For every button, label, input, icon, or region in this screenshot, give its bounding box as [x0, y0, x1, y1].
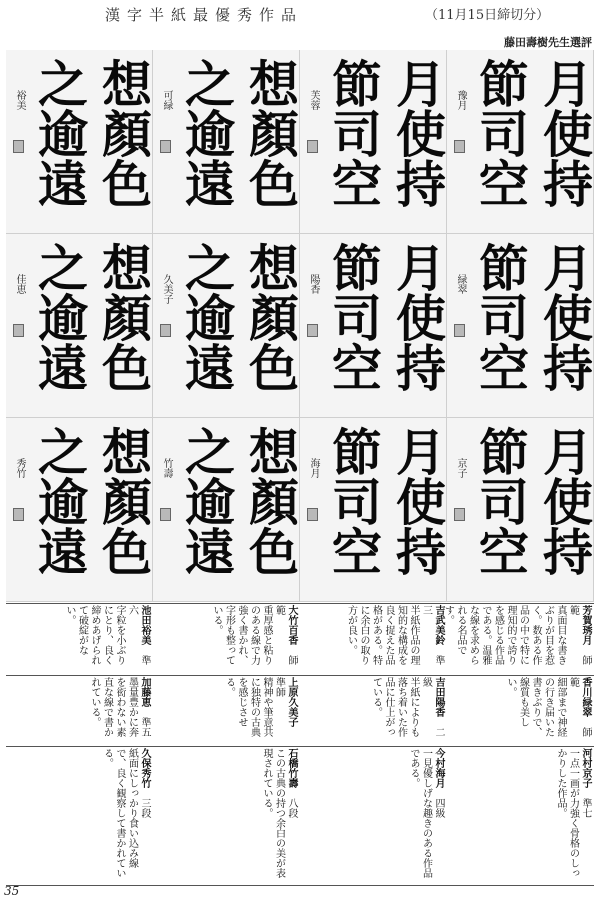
critique-entry [450, 748, 591, 883]
calligraphy-column: 月使持 [388, 426, 447, 576]
critique-text: 紙面にしっかり食い込み線で、良く観察して書かれている。 [101, 748, 138, 878]
student-rank: 準五 [139, 717, 150, 737]
student-rank: 師範 [273, 605, 297, 665]
seal-stamp [13, 508, 24, 521]
critique-text: 一点一画が力強く骨格のしっかりした作品。 [555, 748, 579, 878]
artist-signature: 佳恵 [14, 274, 25, 294]
seal-stamp [160, 508, 171, 521]
student-rank: 二級 [420, 677, 444, 737]
artist-signature: 京子 [455, 458, 466, 478]
calligraphy-column: 之逾遠 [30, 58, 89, 208]
student-name: 河村京子 [580, 748, 591, 788]
calligraphy-column: 想顏色 [94, 58, 153, 208]
seal-stamp [454, 140, 465, 153]
calligraphy-column: 月使持 [535, 426, 594, 576]
critique-text: 精神や筆意共に独特の古典を感じさせる。 [223, 677, 272, 737]
student-name: 今村海月 [433, 748, 444, 788]
student-name: 大竹百香 [286, 605, 297, 645]
calligraphy-column: 節司空 [471, 426, 530, 576]
selector-credit: 藤田壽樹先生選評 [504, 36, 592, 49]
artist-signature: 秀竹 [14, 458, 25, 478]
critique-text: 墨量豊かに奔を衒わない素直な線で書かれている。 [89, 677, 138, 737]
seal-stamp [13, 324, 24, 337]
work-cell [153, 234, 299, 417]
work-cell [6, 50, 152, 233]
critique-entry [9, 677, 150, 745]
calligraphy-column: 月使持 [535, 58, 594, 208]
student-name: 芳賀琇月 [580, 605, 591, 645]
row-divider [6, 746, 594, 747]
student-name: 香川緑翠 [580, 677, 591, 717]
student-rank: 師範 [567, 605, 591, 665]
calligraphy-column: 月使持 [388, 58, 447, 208]
critique-text: 字粒を小ぶりにとり、良く締めあげられて破綻がない。 [64, 605, 125, 665]
calligraphy-column: 想顏色 [94, 426, 153, 576]
student-name: 石橋竹壽 [286, 748, 297, 788]
seal-stamp [13, 140, 24, 153]
student-rank: 準師 [273, 677, 285, 697]
seal-stamp [454, 324, 465, 337]
page-number: 35 [4, 884, 20, 898]
work-cell [153, 418, 299, 601]
critique-text: この古典の持つ余白の美が表現されている。 [261, 748, 285, 878]
student-rank: 準三 [420, 605, 444, 665]
work-cell [300, 50, 446, 233]
artist-signature: 久美子 [161, 274, 172, 304]
calligraphy-column: 節司空 [324, 58, 383, 208]
student-rank: 四級 [433, 798, 444, 818]
critique-entry [9, 748, 150, 883]
calligraphy-column: 之逾遠 [177, 242, 236, 392]
works-grid [6, 50, 594, 602]
artist-signature: 豫月 [455, 90, 466, 110]
artist-signature: 裕美 [14, 90, 25, 110]
critique-entry [156, 677, 297, 745]
calligraphy-column: 節司空 [471, 242, 530, 392]
work-cell [6, 418, 152, 601]
calligraphy-column: 節司空 [324, 242, 383, 392]
student-name: 池田裕美 [139, 605, 150, 645]
critique-text: 細部まで神経の行き届いた書きぶりで、線質も美しい。 [505, 677, 566, 737]
artist-signature: 緑翠 [455, 274, 466, 294]
artist-signature: 竹壽 [161, 458, 172, 478]
student-rank: 師範 [567, 677, 591, 737]
seal-stamp [307, 324, 318, 337]
critique-entry [450, 677, 591, 745]
calligraphy-column: 之逾遠 [177, 58, 236, 208]
work-cell [300, 418, 446, 601]
calligraphy-column: 節司空 [324, 426, 383, 576]
seal-stamp [160, 324, 171, 337]
deadline-label: （11月15日締切分） [425, 8, 550, 23]
row-divider [6, 885, 594, 886]
calligraphy-column: 節司空 [471, 58, 530, 208]
student-name: 吉田陽香 [433, 677, 444, 717]
student-name: 久保秀竹 [139, 748, 150, 788]
student-rank: 準七 [580, 798, 591, 818]
work-cell [447, 50, 593, 233]
student-rank: 八段 [286, 798, 297, 818]
student-name: 吉武美鈴 [433, 605, 444, 645]
calligraphy-column: 想顏色 [241, 242, 300, 392]
student-rank: 準六 [126, 605, 150, 665]
critique-entry [9, 605, 150, 673]
critique-entry [156, 605, 297, 673]
seal-stamp [454, 508, 465, 521]
calligraphy-column: 月使持 [535, 242, 594, 392]
artist-signature: 芙蓉 [308, 90, 319, 110]
work-cell [300, 234, 446, 417]
calligraphy-column: 想顏色 [94, 242, 153, 392]
page-header [0, 0, 600, 30]
critique-text: 半紙作品の理知的な構成を良く捉えた品格がある。特に余白の取り方が良い。 [345, 605, 419, 665]
critique-entry [303, 605, 444, 673]
work-cell [6, 234, 152, 417]
calligraphy-column: 之逾遠 [30, 242, 89, 392]
artist-signature: 陽香 [308, 274, 319, 294]
critique-text: 真面目な書きぶりが目を惹く。数ある作品の中で特に理知的で誇りを感じる作品である。温雅な線を求められる名品です。 [442, 605, 566, 665]
comments-area [6, 603, 594, 886]
artist-signature: 可緑 [161, 90, 172, 110]
row-divider [6, 675, 594, 676]
seal-stamp [307, 508, 318, 521]
critique-entry [303, 677, 444, 745]
calligraphy-column: 之逾遠 [177, 426, 236, 576]
work-cell [447, 234, 593, 417]
calligraphy-column: 月使持 [388, 242, 447, 392]
calligraphy-column: 想顏色 [241, 58, 300, 208]
critique-entry [156, 748, 297, 883]
critique-text: 半紙によりも落ち着いた作品に仕上がっている。 [370, 677, 419, 737]
calligraphy-column: 之逾遠 [30, 426, 89, 576]
student-rank: 三段 [139, 798, 150, 818]
row-divider [6, 603, 594, 604]
page-title: 漢字半紙最優秀作品 [105, 6, 304, 24]
critique-entry [442, 605, 591, 673]
student-name: 加藤恵 [139, 677, 150, 707]
work-cell [447, 418, 593, 601]
work-cell [153, 50, 299, 233]
artist-signature: 海月 [308, 458, 319, 478]
seal-stamp [307, 140, 318, 153]
calligraphy-column: 想顏色 [241, 426, 300, 576]
student-name: 上原久美子 [286, 677, 297, 727]
critique-text: 重厚感と粘りのある線で力強く書かれ、字形も整っている。 [211, 605, 272, 665]
critique-text: 一見優しげな趣きのある作品である。 [408, 748, 432, 878]
critique-entry [303, 748, 444, 883]
seal-stamp [160, 140, 171, 153]
